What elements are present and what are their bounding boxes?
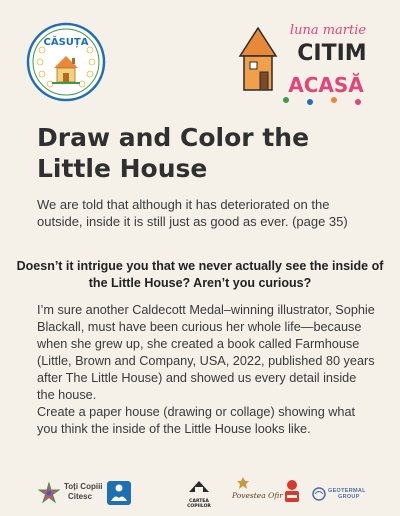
- casuta-logo: [26, 22, 106, 102]
- geothermal-text: [328, 488, 366, 500]
- body-paragraph: I’m sure another Caldecott Medal–winning illustrator, Sophie Blackall, must have been curious her whole life—because when she grew up, she created a book called Farmhouse (Little, Brown and Company, USA, 2022, published 80 years after The Little House) and showed us every detail inside the house.: [37, 303, 375, 402]
- citim-text: CITIM: [297, 41, 367, 66]
- footer-logos: [0, 474, 400, 510]
- cartea-line-2: COPIILOR: [187, 504, 211, 509]
- question-paragraph: Doesn’t it intrigue you that we never actually see the inside of the Little House? Aren’t you curious?: [16, 259, 384, 290]
- citim-acasa-logo: [236, 18, 384, 110]
- task-paragraph: Create a paper house (drawing or collage) showing what you think the inside of the Little House looks like.: [37, 405, 356, 436]
- readers-icon: [106, 480, 132, 506]
- cartea-line-1: CARTEA: [189, 499, 209, 504]
- geothermal-icon: [312, 487, 326, 501]
- luna-martie-text: luna martie: [289, 23, 367, 38]
- toti-line-2: Citesc: [68, 492, 93, 501]
- acasa-text: ACASĂ: [288, 73, 364, 97]
- cartea-copiilor-logo: [186, 478, 212, 508]
- toti-copiii-logo: [38, 482, 60, 504]
- povestea-ofir-text: Povestea Ofir: [232, 491, 283, 500]
- povestea-ofir-icon: [236, 476, 250, 490]
- intro-paragraph: We are told that although it has deteriorated on the outside, inside it is still just as good as ever. (page 35): [37, 197, 348, 229]
- geothermal-line-2: GROUP: [338, 494, 360, 500]
- casuta-logo-text: CĂSUȚA: [43, 37, 89, 48]
- red-publisher-logo: [282, 478, 302, 504]
- toti-line-1: Toți Copiii: [64, 482, 103, 491]
- toti-copiii-text: [64, 482, 103, 502]
- page-title: Draw and Color the Little House: [37, 123, 310, 183]
- geothermal-line-1: GEOTERMAL: [328, 488, 366, 494]
